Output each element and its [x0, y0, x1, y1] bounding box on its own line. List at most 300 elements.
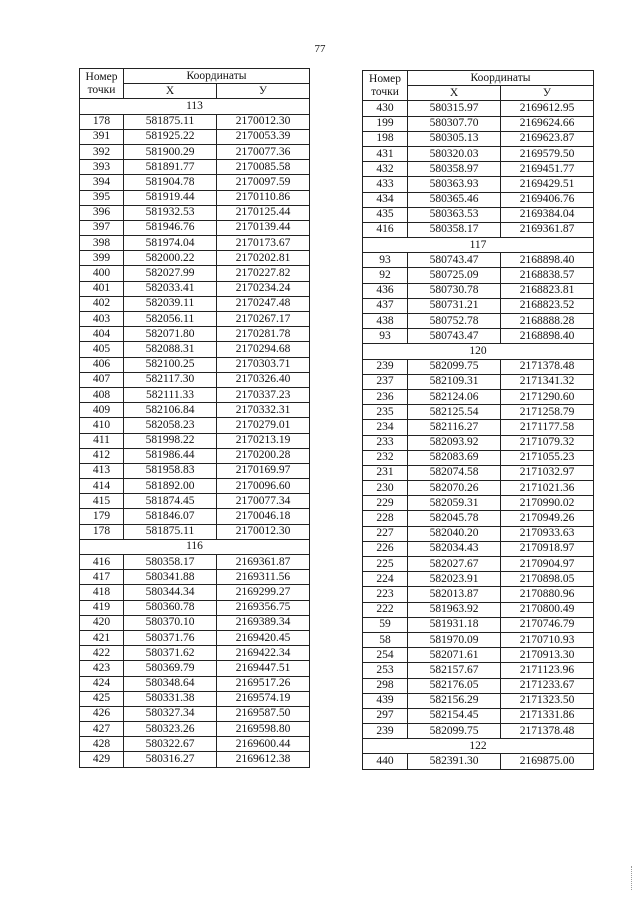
- y-coordinate-cell: 2169517.26: [217, 676, 310, 691]
- y-coordinate-cell: 2169361.87: [501, 222, 594, 237]
- y-coordinate-cell: 2169612.95: [501, 101, 594, 116]
- y-coordinate-cell: 2170110.86: [217, 190, 310, 205]
- table-row: [80, 691, 310, 706]
- y-coordinate-cell: 2169429.51: [501, 177, 594, 192]
- x-coordinate-cell: 580752.78: [408, 314, 501, 329]
- y-coordinate-cell: 2171021.36: [501, 481, 594, 496]
- point-number-cell: 235: [363, 405, 408, 420]
- table-row: [80, 752, 310, 767]
- x-coordinate-cell: 582027.99: [124, 266, 217, 281]
- y-coordinate-cell: 2170097.59: [217, 175, 310, 190]
- point-number-cell: 58: [363, 632, 408, 647]
- table-row: [363, 465, 594, 480]
- x-coordinate-cell: 581904.78: [124, 175, 217, 190]
- x-coordinate-cell: 581998.22: [124, 433, 217, 448]
- table-row: [80, 357, 310, 372]
- table-row: [363, 146, 594, 161]
- table-row: [363, 541, 594, 556]
- y-coordinate-cell: 2170125.44: [217, 205, 310, 220]
- x-coordinate-cell: 580371.76: [124, 630, 217, 645]
- x-coordinate-cell: 581925.22: [124, 129, 217, 144]
- table-row: [80, 160, 310, 175]
- table-row: [80, 372, 310, 387]
- point-number-cell: 406: [80, 357, 124, 372]
- point-number-cell: 426: [80, 706, 124, 721]
- table-row: [80, 114, 310, 129]
- table-row: [80, 706, 310, 721]
- table-row: [363, 678, 594, 693]
- y-coordinate-cell: 2170096.60: [217, 479, 310, 494]
- y-coordinate-cell: 2170303.71: [217, 357, 310, 372]
- x-coordinate-cell: 580730.78: [408, 283, 501, 298]
- table-row: [363, 207, 594, 222]
- table-row: [80, 524, 310, 539]
- coordinates-table-right: [362, 70, 594, 770]
- table-row: [80, 220, 310, 235]
- y-coordinate-cell: 2171177.58: [501, 420, 594, 435]
- x-coordinate-cell: 581986.44: [124, 448, 217, 463]
- y-coordinate-cell: 2170077.34: [217, 494, 310, 509]
- point-number-cell: 409: [80, 403, 124, 418]
- point-number-cell: 440: [363, 754, 408, 769]
- table-row: [363, 511, 594, 526]
- table-row: [80, 251, 310, 266]
- table-row: [363, 192, 594, 207]
- point-number-cell: 224: [363, 572, 408, 587]
- x-coordinate-cell: 582099.75: [408, 724, 501, 739]
- table-row: [363, 526, 594, 541]
- table-row: [363, 481, 594, 496]
- table-row: [363, 268, 594, 283]
- x-coordinate-cell: 582116.27: [408, 420, 501, 435]
- header-x: Х: [408, 86, 501, 101]
- y-coordinate-cell: 2169600.44: [217, 737, 310, 752]
- y-coordinate-cell: 2168898.40: [501, 329, 594, 344]
- point-number-cell: 419: [80, 600, 124, 615]
- table-row: [80, 463, 310, 478]
- header-x: Х: [124, 84, 217, 99]
- point-number-cell: 236: [363, 389, 408, 404]
- point-number-cell: 404: [80, 327, 124, 342]
- y-coordinate-cell: 2169587.50: [217, 706, 310, 721]
- table-row: [363, 222, 594, 237]
- x-coordinate-cell: 581970.09: [408, 632, 501, 647]
- x-coordinate-cell: 581919.44: [124, 190, 217, 205]
- point-number-cell: 223: [363, 587, 408, 602]
- x-coordinate-cell: 580358.97: [408, 162, 501, 177]
- point-number-cell: 93: [363, 253, 408, 268]
- table-row: [80, 190, 310, 205]
- x-coordinate-cell: 582083.69: [408, 450, 501, 465]
- y-coordinate-cell: 2169624.66: [501, 116, 594, 131]
- x-coordinate-cell: 581931.18: [408, 617, 501, 632]
- y-coordinate-cell: 2170913.30: [501, 648, 594, 663]
- x-coordinate-cell: 582074.58: [408, 465, 501, 480]
- x-coordinate-cell: 582099.75: [408, 359, 501, 374]
- y-coordinate-cell: 2169361.87: [217, 555, 310, 570]
- point-number-cell: 420: [80, 615, 124, 630]
- y-coordinate-cell: 2169451.77: [501, 162, 594, 177]
- y-coordinate-cell: 2169422.34: [217, 646, 310, 661]
- y-coordinate-cell: 2171233.67: [501, 678, 594, 693]
- y-coordinate-cell: 2170012.30: [217, 524, 310, 539]
- table-row: [80, 630, 310, 645]
- y-coordinate-cell: 2170227.82: [217, 266, 310, 281]
- y-coordinate-cell: 2169311.56: [217, 570, 310, 585]
- header-coordinates: Координаты: [124, 69, 310, 84]
- x-coordinate-cell: 581875.11: [124, 114, 217, 129]
- x-coordinate-cell: 582070.26: [408, 481, 501, 496]
- y-coordinate-cell: 2170294.68: [217, 342, 310, 357]
- y-coordinate-cell: 2170247.48: [217, 296, 310, 311]
- point-number-cell: 438: [363, 314, 408, 329]
- x-coordinate-cell: 580327.34: [124, 706, 217, 721]
- table-row: [80, 509, 310, 524]
- point-number-cell: 233: [363, 435, 408, 450]
- point-number-cell: 239: [363, 359, 408, 374]
- y-coordinate-cell: 2170880.96: [501, 587, 594, 602]
- point-number-cell: 422: [80, 646, 124, 661]
- point-number-cell: 411: [80, 433, 124, 448]
- y-coordinate-cell: 2171331.86: [501, 708, 594, 723]
- table-row: [80, 281, 310, 296]
- y-coordinate-cell: 2170281.78: [217, 327, 310, 342]
- header-y: У: [501, 86, 594, 101]
- y-coordinate-cell: 2170326.40: [217, 372, 310, 387]
- table-row: [80, 327, 310, 342]
- table-row: [363, 693, 594, 708]
- point-number-cell: 408: [80, 387, 124, 402]
- y-coordinate-cell: 2171323.50: [501, 693, 594, 708]
- point-number-cell: 399: [80, 251, 124, 266]
- x-coordinate-cell: 582109.31: [408, 374, 501, 389]
- table-row: [80, 585, 310, 600]
- table-row: [363, 131, 594, 146]
- x-coordinate-cell: 580322.67: [124, 737, 217, 752]
- table-row: [80, 418, 310, 433]
- x-coordinate-cell: 580363.93: [408, 177, 501, 192]
- x-coordinate-cell: 580743.47: [408, 329, 501, 344]
- table-row: [363, 557, 594, 572]
- table-row: [363, 632, 594, 647]
- table-row: [80, 737, 310, 752]
- y-coordinate-cell: 2170139.44: [217, 220, 310, 235]
- y-coordinate-cell: 2170800.49: [501, 602, 594, 617]
- y-coordinate-cell: 2171258.79: [501, 405, 594, 420]
- y-coordinate-cell: 2171079.32: [501, 435, 594, 450]
- x-coordinate-cell: 580305.13: [408, 131, 501, 146]
- y-coordinate-cell: 2169579.50: [501, 146, 594, 161]
- y-coordinate-cell: 2169389.34: [217, 615, 310, 630]
- y-coordinate-cell: 2170990.02: [501, 496, 594, 511]
- x-coordinate-cell: 580307.70: [408, 116, 501, 131]
- x-coordinate-cell: 580725.09: [408, 268, 501, 283]
- section-heading: 122: [363, 739, 594, 754]
- table-row: [363, 648, 594, 663]
- point-number-cell: 431: [363, 146, 408, 161]
- table-row: [363, 435, 594, 450]
- x-coordinate-cell: 582033.41: [124, 281, 217, 296]
- y-coordinate-cell: 2168888.28: [501, 314, 594, 329]
- x-coordinate-cell: 582117.30: [124, 372, 217, 387]
- y-coordinate-cell: 2170949.26: [501, 511, 594, 526]
- point-number-cell: 407: [80, 372, 124, 387]
- point-number-cell: 412: [80, 448, 124, 463]
- table-row: [80, 403, 310, 418]
- table-row: [80, 175, 310, 190]
- x-coordinate-cell: 580316.27: [124, 752, 217, 767]
- x-coordinate-cell: 580323.26: [124, 722, 217, 737]
- point-number-cell: 93: [363, 329, 408, 344]
- x-coordinate-cell: 582013.87: [408, 587, 501, 602]
- y-coordinate-cell: 2170898.05: [501, 572, 594, 587]
- x-coordinate-cell: 580369.79: [124, 661, 217, 676]
- point-number-cell: 225: [363, 557, 408, 572]
- point-number-cell: 397: [80, 220, 124, 235]
- point-number-cell: 417: [80, 570, 124, 585]
- x-coordinate-cell: 582176.05: [408, 678, 501, 693]
- point-number-cell: 178: [80, 524, 124, 539]
- x-coordinate-cell: 581946.76: [124, 220, 217, 235]
- x-coordinate-cell: 580370.10: [124, 615, 217, 630]
- point-number-cell: 403: [80, 312, 124, 327]
- page-number: 77: [314, 43, 326, 55]
- section-heading: 116: [80, 539, 310, 554]
- x-coordinate-cell: 582039.11: [124, 296, 217, 311]
- table-row: [80, 600, 310, 615]
- x-coordinate-cell: 582071.80: [124, 327, 217, 342]
- y-coordinate-cell: 2171341.32: [501, 374, 594, 389]
- point-number-cell: 254: [363, 648, 408, 663]
- x-coordinate-cell: 582034.43: [408, 541, 501, 556]
- table-row: [80, 646, 310, 661]
- y-coordinate-cell: 2169447.51: [217, 661, 310, 676]
- header-point-number: Номер точки: [80, 69, 124, 99]
- table-row: [363, 572, 594, 587]
- point-number-cell: 433: [363, 177, 408, 192]
- table-row: [363, 101, 594, 116]
- table-row: [363, 420, 594, 435]
- x-coordinate-cell: 582071.61: [408, 648, 501, 663]
- x-coordinate-cell: 582100.25: [124, 357, 217, 372]
- point-number-cell: 391: [80, 129, 124, 144]
- table-row: [363, 329, 594, 344]
- point-number-cell: 239: [363, 724, 408, 739]
- point-number-cell: 237: [363, 374, 408, 389]
- table-row: [80, 615, 310, 630]
- y-coordinate-cell: 2170046.18: [217, 509, 310, 524]
- point-number-cell: 413: [80, 463, 124, 478]
- x-coordinate-cell: 582156.29: [408, 693, 501, 708]
- section-heading: 120: [363, 344, 594, 359]
- point-number-cell: 414: [80, 479, 124, 494]
- point-number-cell: 234: [363, 420, 408, 435]
- x-coordinate-cell: 581958.83: [124, 463, 217, 478]
- y-coordinate-cell: 2170332.31: [217, 403, 310, 418]
- y-coordinate-cell: 2168823.81: [501, 283, 594, 298]
- point-number-cell: 402: [80, 296, 124, 311]
- y-coordinate-cell: 2170267.17: [217, 312, 310, 327]
- point-number-cell: 435: [363, 207, 408, 222]
- table-row: [80, 144, 310, 159]
- point-number-cell: 394: [80, 175, 124, 190]
- x-coordinate-cell: 581963.92: [408, 602, 501, 617]
- point-number-cell: 432: [363, 162, 408, 177]
- table-row: [80, 266, 310, 281]
- point-number-cell: 232: [363, 450, 408, 465]
- point-number-cell: 430: [363, 101, 408, 116]
- y-coordinate-cell: 2170085.58: [217, 160, 310, 175]
- table-row: [80, 387, 310, 402]
- x-coordinate-cell: 580348.64: [124, 676, 217, 691]
- table-row: [80, 555, 310, 570]
- x-coordinate-cell: 580358.17: [124, 555, 217, 570]
- point-number-cell: 424: [80, 676, 124, 691]
- table-row: [363, 708, 594, 723]
- header-coordinates: Координаты: [408, 71, 594, 86]
- point-number-cell: 418: [80, 585, 124, 600]
- point-number-cell: 226: [363, 541, 408, 556]
- section-heading: 117: [363, 238, 594, 253]
- x-coordinate-cell: 580743.47: [408, 253, 501, 268]
- table-row: [363, 587, 594, 602]
- y-coordinate-cell: 2168838.57: [501, 268, 594, 283]
- x-coordinate-cell: 581846.07: [124, 509, 217, 524]
- x-coordinate-cell: 581932.53: [124, 205, 217, 220]
- table-row: [80, 342, 310, 357]
- y-coordinate-cell: 2169598.80: [217, 722, 310, 737]
- point-number-cell: 222: [363, 602, 408, 617]
- x-coordinate-cell: 580341.88: [124, 570, 217, 585]
- point-number-cell: 396: [80, 205, 124, 220]
- table-row: [80, 479, 310, 494]
- point-number-cell: 428: [80, 737, 124, 752]
- table-row: [80, 312, 310, 327]
- section-heading: 113: [80, 99, 310, 114]
- y-coordinate-cell: 2171032.97: [501, 465, 594, 480]
- table-row: [363, 116, 594, 131]
- y-coordinate-cell: 2170337.23: [217, 387, 310, 402]
- point-number-cell: 229: [363, 496, 408, 511]
- point-number-cell: 429: [80, 752, 124, 767]
- y-coordinate-cell: 2171378.48: [501, 359, 594, 374]
- x-coordinate-cell: 582056.11: [124, 312, 217, 327]
- y-coordinate-cell: 2170710.93: [501, 632, 594, 647]
- table-row: [363, 359, 594, 374]
- y-coordinate-cell: 2169299.27: [217, 585, 310, 600]
- table-body: [363, 71, 594, 770]
- table-row: [363, 405, 594, 420]
- x-coordinate-cell: 580365.46: [408, 192, 501, 207]
- point-number-cell: 423: [80, 661, 124, 676]
- table-row: [80, 433, 310, 448]
- point-number-cell: 179: [80, 509, 124, 524]
- x-coordinate-cell: 580360.78: [124, 600, 217, 615]
- point-number-cell: 298: [363, 678, 408, 693]
- point-number-cell: 401: [80, 281, 124, 296]
- x-coordinate-cell: 582093.92: [408, 435, 501, 450]
- table-row: [80, 236, 310, 251]
- point-number-cell: 427: [80, 722, 124, 737]
- y-coordinate-cell: 2168823.52: [501, 298, 594, 313]
- y-coordinate-cell: 2169875.00: [501, 754, 594, 769]
- x-coordinate-cell: 581875.11: [124, 524, 217, 539]
- table-row: [80, 494, 310, 509]
- x-coordinate-cell: 582040.20: [408, 526, 501, 541]
- table-row: [363, 283, 594, 298]
- x-coordinate-cell: 582059.31: [408, 496, 501, 511]
- point-number-cell: 416: [80, 555, 124, 570]
- table-row: [80, 570, 310, 585]
- point-number-cell: 198: [363, 131, 408, 146]
- x-coordinate-cell: 582045.78: [408, 511, 501, 526]
- x-coordinate-cell: 582391.30: [408, 754, 501, 769]
- y-coordinate-cell: 2170173.67: [217, 236, 310, 251]
- y-coordinate-cell: 2170904.97: [501, 557, 594, 572]
- y-coordinate-cell: 2170169.97: [217, 463, 310, 478]
- table-row: [363, 724, 594, 739]
- y-coordinate-cell: 2169420.45: [217, 630, 310, 645]
- table-row: [80, 296, 310, 311]
- x-coordinate-cell: 582154.45: [408, 708, 501, 723]
- y-coordinate-cell: 2169356.75: [217, 600, 310, 615]
- table-row: [80, 676, 310, 691]
- x-coordinate-cell: 581974.04: [124, 236, 217, 251]
- table-row: [363, 177, 594, 192]
- point-number-cell: 253: [363, 663, 408, 678]
- y-coordinate-cell: 2170918.97: [501, 541, 594, 556]
- table-row: [363, 754, 594, 769]
- x-coordinate-cell: 581891.77: [124, 160, 217, 175]
- x-coordinate-cell: 581900.29: [124, 144, 217, 159]
- point-number-cell: 398: [80, 236, 124, 251]
- y-coordinate-cell: 2168898.40: [501, 253, 594, 268]
- x-coordinate-cell: 582027.67: [408, 557, 501, 572]
- y-coordinate-cell: 2169406.76: [501, 192, 594, 207]
- table-row: [363, 450, 594, 465]
- point-number-cell: 230: [363, 481, 408, 496]
- point-number-cell: 410: [80, 418, 124, 433]
- x-coordinate-cell: 582124.06: [408, 389, 501, 404]
- point-number-cell: 227: [363, 526, 408, 541]
- x-coordinate-cell: 582088.31: [124, 342, 217, 357]
- point-number-cell: 400: [80, 266, 124, 281]
- y-coordinate-cell: 2169612.38: [217, 752, 310, 767]
- y-coordinate-cell: 2169574.19: [217, 691, 310, 706]
- point-number-cell: 405: [80, 342, 124, 357]
- table-row: [363, 496, 594, 511]
- x-coordinate-cell: 580320.03: [408, 146, 501, 161]
- y-coordinate-cell: 2170933.63: [501, 526, 594, 541]
- y-coordinate-cell: 2170053.39: [217, 129, 310, 144]
- point-number-cell: 415: [80, 494, 124, 509]
- table-row: [363, 389, 594, 404]
- y-coordinate-cell: 2170279.01: [217, 418, 310, 433]
- table-row: [363, 253, 594, 268]
- y-coordinate-cell: 2170202.81: [217, 251, 310, 266]
- point-number-cell: 434: [363, 192, 408, 207]
- coordinates-table-left: [79, 68, 310, 768]
- header-point-number: Номер точки: [363, 71, 408, 101]
- y-coordinate-cell: 2169384.04: [501, 207, 594, 222]
- x-coordinate-cell: 580315.97: [408, 101, 501, 116]
- point-number-cell: 199: [363, 116, 408, 131]
- table-row: [363, 314, 594, 329]
- y-coordinate-cell: 2170077.36: [217, 144, 310, 159]
- point-number-cell: 178: [80, 114, 124, 129]
- x-coordinate-cell: 580358.17: [408, 222, 501, 237]
- x-coordinate-cell: 580331.38: [124, 691, 217, 706]
